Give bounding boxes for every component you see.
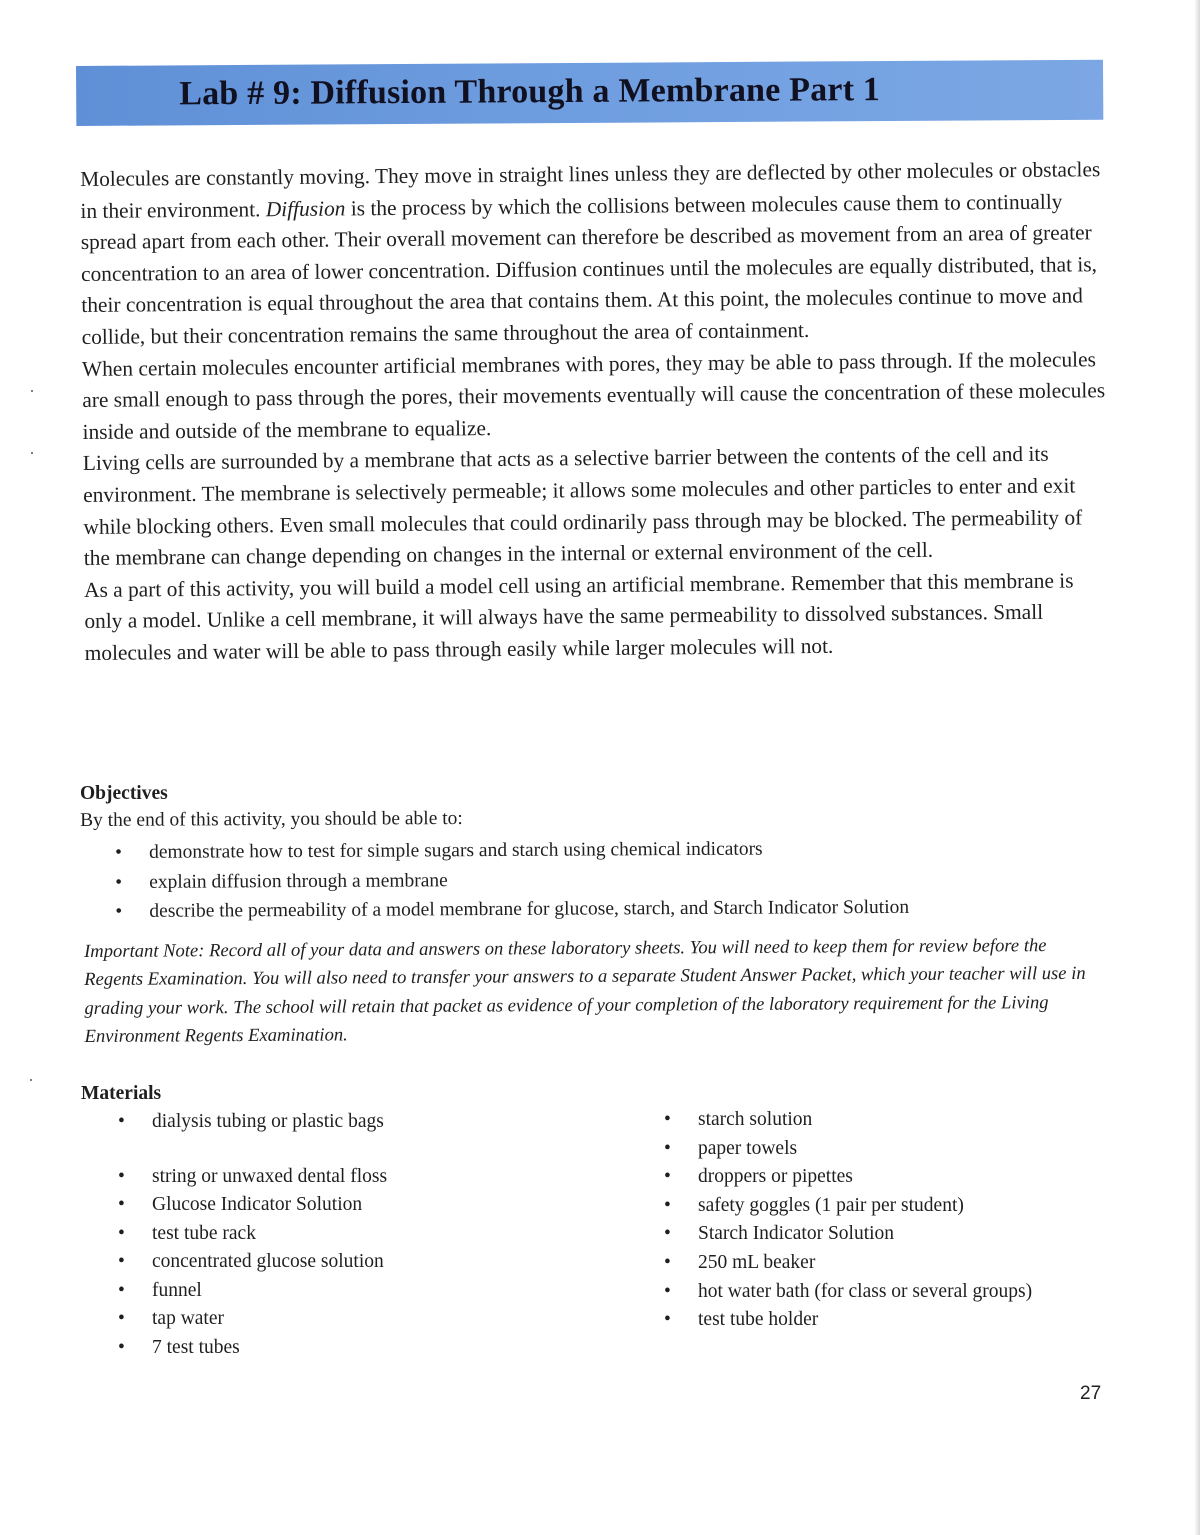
objectives-list	[115, 834, 909, 927]
list-item: • concentrated glucose solution	[118, 1248, 387, 1277]
page-number: 27	[1080, 1383, 1102, 1404]
list-item: • droppers or pipettes	[664, 1163, 1032, 1192]
list-item: • 7 test tubes	[118, 1334, 387, 1363]
list-item: • safety goggles (1 pair per student)	[664, 1192, 1032, 1221]
list-item: • explain diffusion through a membrane	[115, 863, 909, 897]
scan-speck	[31, 452, 33, 454]
scan-speck	[30, 1079, 32, 1081]
intro-paragraph-2: When certain molecules encounter artificial membranes with pores, they may be able to pass through. If the molecules are small enough to pass through the pores, their movements eventually will cause the concentration of these molecules inside and outside of the membrane to equalize.	[81, 346, 1106, 444]
list-item: • 250 mL beaker	[664, 1249, 1032, 1278]
list-item: • paper towels	[664, 1135, 1032, 1164]
materials-heading: Materials	[81, 1083, 162, 1104]
intro-paragraph-1	[80, 154, 1112, 353]
objectives-heading: Objectives	[80, 783, 168, 804]
list-item: • starch solution	[664, 1106, 1032, 1135]
intro-paragraph-4: As a part of this activity, you will build a model cell using an artificial membrane. Remember that this membrane is only a model. Unlike a cell membrane, it will always have the same permeability to dissolved substances. Small molecules and water will be able to pass through easily while larger molecules will not.	[83, 568, 1074, 665]
objectives-intro: By the end of this activity, you should be able to:	[80, 807, 463, 831]
page-title: Lab # 9: Diffusion Through a Membrane Part 1	[179, 71, 881, 113]
list-item: • describe the permeability of a model membrane for glucose, starch, and Starch Indicator Solution	[115, 893, 909, 927]
list-item: • hot water bath (for class or several groups)	[664, 1278, 1032, 1307]
scan-edge-shadow	[1194, 0, 1200, 1535]
list-item: • tap water	[118, 1305, 387, 1334]
list-item: • funnel	[118, 1277, 387, 1306]
intro-text	[80, 154, 1115, 669]
list-item: • dialysis tubing or plastic bags	[118, 1108, 387, 1137]
intro-paragraph-3: Living cells are surrounded by a membrane that acts as a selective barrier between the contents of the cell and its environment. The membrane is selectively permeable; it allows some molecules and other particles to enter and exit while blocking others. Even small molecules that could ordinarily pass through may be blocked. The permeability of the membrane can change depending on changes in the internal or external environment of the cell.	[82, 442, 1083, 571]
list-item: • Starch Indicator Solution	[664, 1220, 1032, 1249]
intro-p1-end: is the process by which the collisions between molecules cause them to continually spread apart from each other. Their overall movement can therefore be described as movement from an area of greater concentration to an area of lower concentration. Diffusion continues until the molecules are equally distributed, that is, their concentration is equal throughout the area that contains them. At this point, the molecules continue to move and collide, but their concentration remains the same throughout the area of containment.	[80, 189, 1098, 349]
scan-speck	[31, 390, 33, 392]
list-item: • demonstrate how to test for simple sugars and starch using chemical indicators	[115, 834, 909, 868]
list-item: • test tube holder	[664, 1306, 1032, 1335]
materials-list-left	[118, 1108, 387, 1362]
intro-p1-start: Molecules are constantly moving. They move in straight lines unless they are deflected by other molecules or obstacles in their environment.	[80, 157, 1101, 223]
list-item: • test tube rack	[118, 1220, 387, 1249]
title-banner	[76, 60, 1103, 126]
important-note: Important Note: Record all of your data and answers on these laboratory sheets. You will need to keep them for review before the Regents Examination. You will also need to transfer your answers to a separate Student Answer Packet, which your teacher will use in grading your work. The school will retain that packet as evidence of your completion of the laboratory requirement for the Living Environment Regents Examination.	[84, 935, 1086, 1048]
list-item: • Glucose Indicator Solution	[118, 1191, 387, 1220]
list-item: • string or unwaxed dental floss	[118, 1163, 387, 1192]
materials-list-right	[664, 1106, 1032, 1335]
diffusion-term: Diffusion	[265, 196, 346, 221]
